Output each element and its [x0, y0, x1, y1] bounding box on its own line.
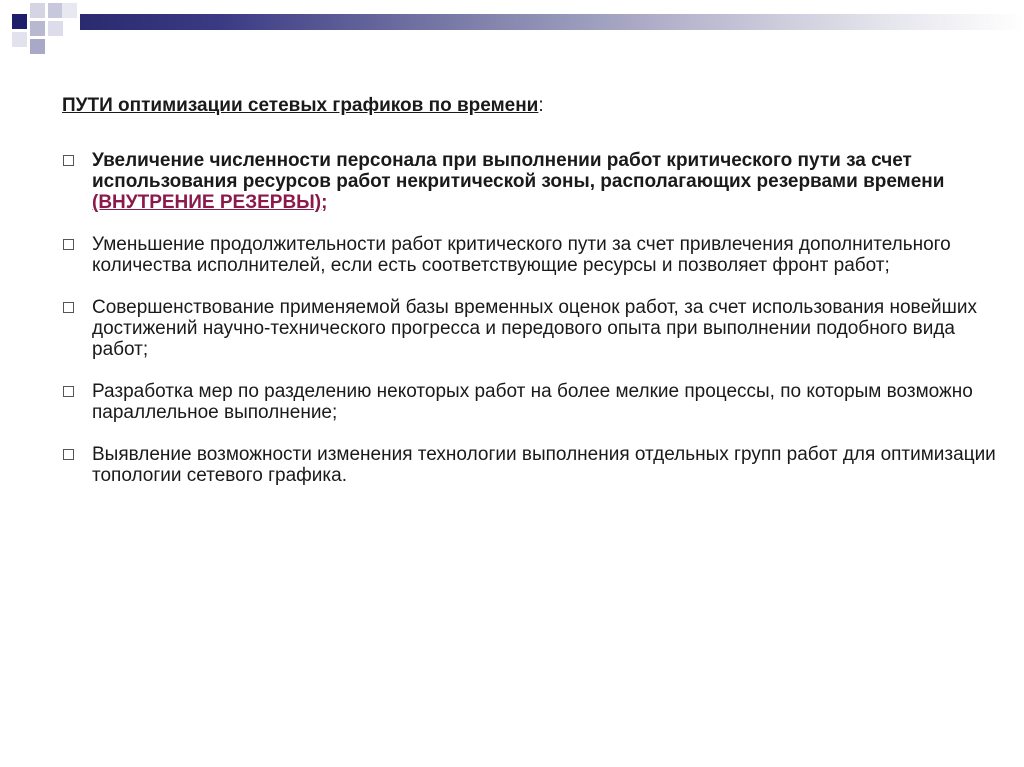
- slide-title-colon: :: [538, 95, 544, 116]
- deco-square-light: [30, 21, 45, 36]
- deco-square-light: [48, 3, 63, 18]
- bullet-item: [62, 297, 1002, 360]
- deco-square-light: [12, 32, 27, 47]
- square-bullet-icon: [63, 155, 74, 166]
- square-bullet-icon: [63, 239, 74, 250]
- header-gradient-bar: [80, 14, 1024, 30]
- square-bullet-icon: [63, 449, 74, 460]
- deco-square-dark: [12, 14, 27, 29]
- bullet-item: [62, 150, 1002, 213]
- decorative-squares: [0, 0, 80, 70]
- bullet-list: [62, 150, 1002, 507]
- bullet-text: Увеличение численности персонала при выполнении работ критического пути за счет использования ресурсов работ некритической зоны, располагающих резервами времени: [92, 150, 945, 192]
- bullet-text: Выявление возможности изменения технологии выполнения отдельных групп работ для оптимизации топологии сетевого графика.: [92, 444, 996, 486]
- slide-title-text: ПУТИ оптимизации сетевых графиков по времени: [62, 95, 539, 116]
- bullet-item: [62, 234, 1002, 276]
- deco-square-light: [30, 39, 45, 54]
- bullet-item: [62, 381, 1002, 423]
- bullet-text: Совершенствование применяемой базы временных оценок работ, за счет использования новейших достижений научно-технического прогресса и передового опыта при выполнении подобного вида работ;: [92, 297, 977, 360]
- deco-square-light: [30, 3, 45, 18]
- slide-title: [62, 95, 544, 117]
- bullet-suffix: ;: [321, 192, 328, 213]
- square-bullet-icon: [63, 386, 74, 397]
- bullet-text: Разработка мер по разделению некоторых работ на более мелкие процессы, по которым возможно параллельное выполнение;: [92, 381, 973, 423]
- bullet-text: Уменьшение продолжительности работ критического пути за счет привлечения дополнительного количества исполнителей, если есть соответствующие ресурсы и позволяет фронт работ;: [92, 234, 951, 276]
- deco-square-light: [62, 3, 77, 18]
- deco-square-light: [48, 21, 63, 36]
- square-bullet-icon: [63, 302, 74, 313]
- bullet-item: [62, 444, 1002, 486]
- internal-reserves-highlight: (ВНУТРЕНИЕ РЕЗЕРВЫ): [92, 192, 322, 213]
